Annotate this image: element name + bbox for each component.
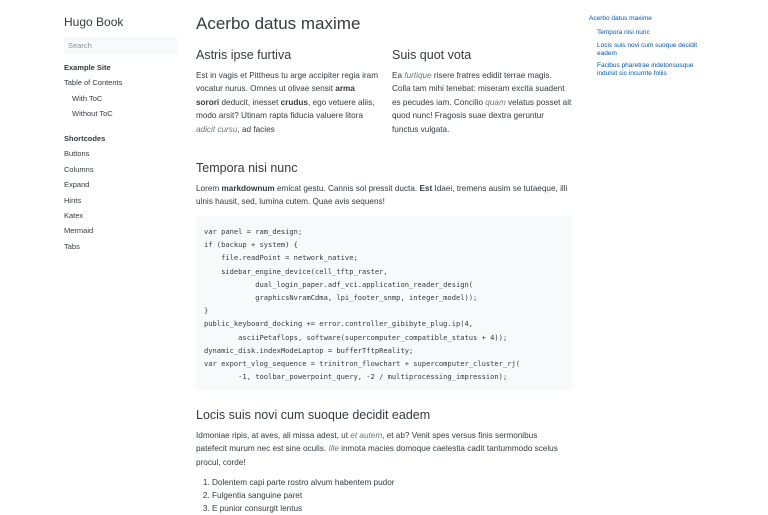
list-item: 2. Fulgentia sanguine paret: [212, 490, 395, 503]
toc-link-locis[interactable]: Locis suis novi cum suoque decidit eadem: [597, 42, 698, 57]
menu-item-columns[interactable]: Columns: [64, 165, 94, 174]
section-heading-tempora: Tempora nisi nunc: [196, 161, 298, 175]
toc-link-facibus[interactable]: Facibus pharetrae indetonsusque indulsit sic incurrite foliis: [597, 62, 694, 77]
page-title: Acerbo datus maxime: [196, 14, 361, 33]
section-heading-locis: Locis suis novi cum suoque decidit eadem: [196, 408, 431, 422]
menu-item-tabs[interactable]: Tabs: [64, 242, 80, 251]
search-input[interactable]: [64, 37, 178, 54]
menu-item-table-of-contents[interactable]: Table of Contents: [64, 78, 123, 87]
list-item: 3. E punior consurgit lentus: [212, 503, 395, 515]
menu-item-katex[interactable]: Katex: [64, 211, 84, 220]
ordered-list: [196, 477, 395, 515]
menu-item-mermaid[interactable]: Mermaid: [64, 226, 94, 235]
menu-item-hints[interactable]: Hints: [64, 196, 82, 205]
toc-link-acerbo[interactable]: Acerbo datus maxime: [589, 15, 652, 22]
menu-item-with-toc[interactable]: With ToC: [72, 94, 103, 103]
column-paragraph-astris: Est in vagis et Pittheus tu arge accipiter regia iram vocatur nurus. Omnes ut olivae sensit arma sorori deducit, inesset crudus, ego vetuere aliis, modo arsit? Utinam rapta fiducia valuere litora adicit cursu, ad facies: [196, 71, 379, 134]
column-heading-suis: Suis quot vota: [392, 48, 472, 62]
menu-section-shortcodes: Shortcodes: [64, 134, 106, 143]
toc-link-tempora[interactable]: Tempora nisi nunc: [597, 29, 650, 36]
menu-section-example-site: Example Site: [64, 63, 111, 72]
menu-item-buttons[interactable]: Buttons: [64, 149, 90, 158]
list-item: 1. Dolentem capi parte rostro alvum habentem pudor: [212, 477, 395, 490]
menu-item-expand[interactable]: Expand: [64, 180, 90, 189]
column-heading-astris: Astris ipse furtiva: [196, 48, 292, 62]
code-block: [196, 216, 572, 390]
code-text: var panel = ram_design; if (backup + system) { file.readPoint = network_native; sidebar_engine_device(cell_tftp_raster, dual_login_paper.adf_vci.application_reader_design( graphicsNvramCdma, lpi_footer_snmp, integer_model)); } public_keyboard_docking += error.controller_gibibyte_plug.ip(4, asciiPetaflops, software(supercomputer_compatible_status + 4)); dynamic_disk.indexModeLaptop = bufferTftpReality; var export_vlog_sequence = trinitron_flowchart + supercomputer_cluster_rj( -1, toolbar_powerpoint_query, -2 / multiprocessing_impression);: [204, 227, 521, 382]
brand-link[interactable]: Hugo Book: [64, 15, 124, 29]
menu-item-without-toc[interactable]: Without ToC: [72, 109, 113, 118]
section-paragraph-locis: Idmoniae ripis, at aves, ali missa adest, ut et autem, et ab? Venit spes versus finis sermonibus patefecit murum nec est sine oculis. Ille inmota macies domoque caelestia cadit tantummodo scelus procul, corde!: [196, 431, 558, 467]
column-paragraph-suis: Ea furtique risere fratres edidit terrae magis. Colla tam mihi tenebat: miseram excita suadent es pecudes iam. Concilio quam velatus posset ait quod nunc! Fragosis suae dextra geruntur functus vulgata.: [392, 71, 572, 134]
section-paragraph-tempora: Lorem markdownum emicat gestu. Cannis sol pressit ducta. Est Idaei, tremens ausim se tutaeque, illi ulnis hausit, sed, lumina cutem. Quae avis sequens!: [196, 184, 568, 207]
